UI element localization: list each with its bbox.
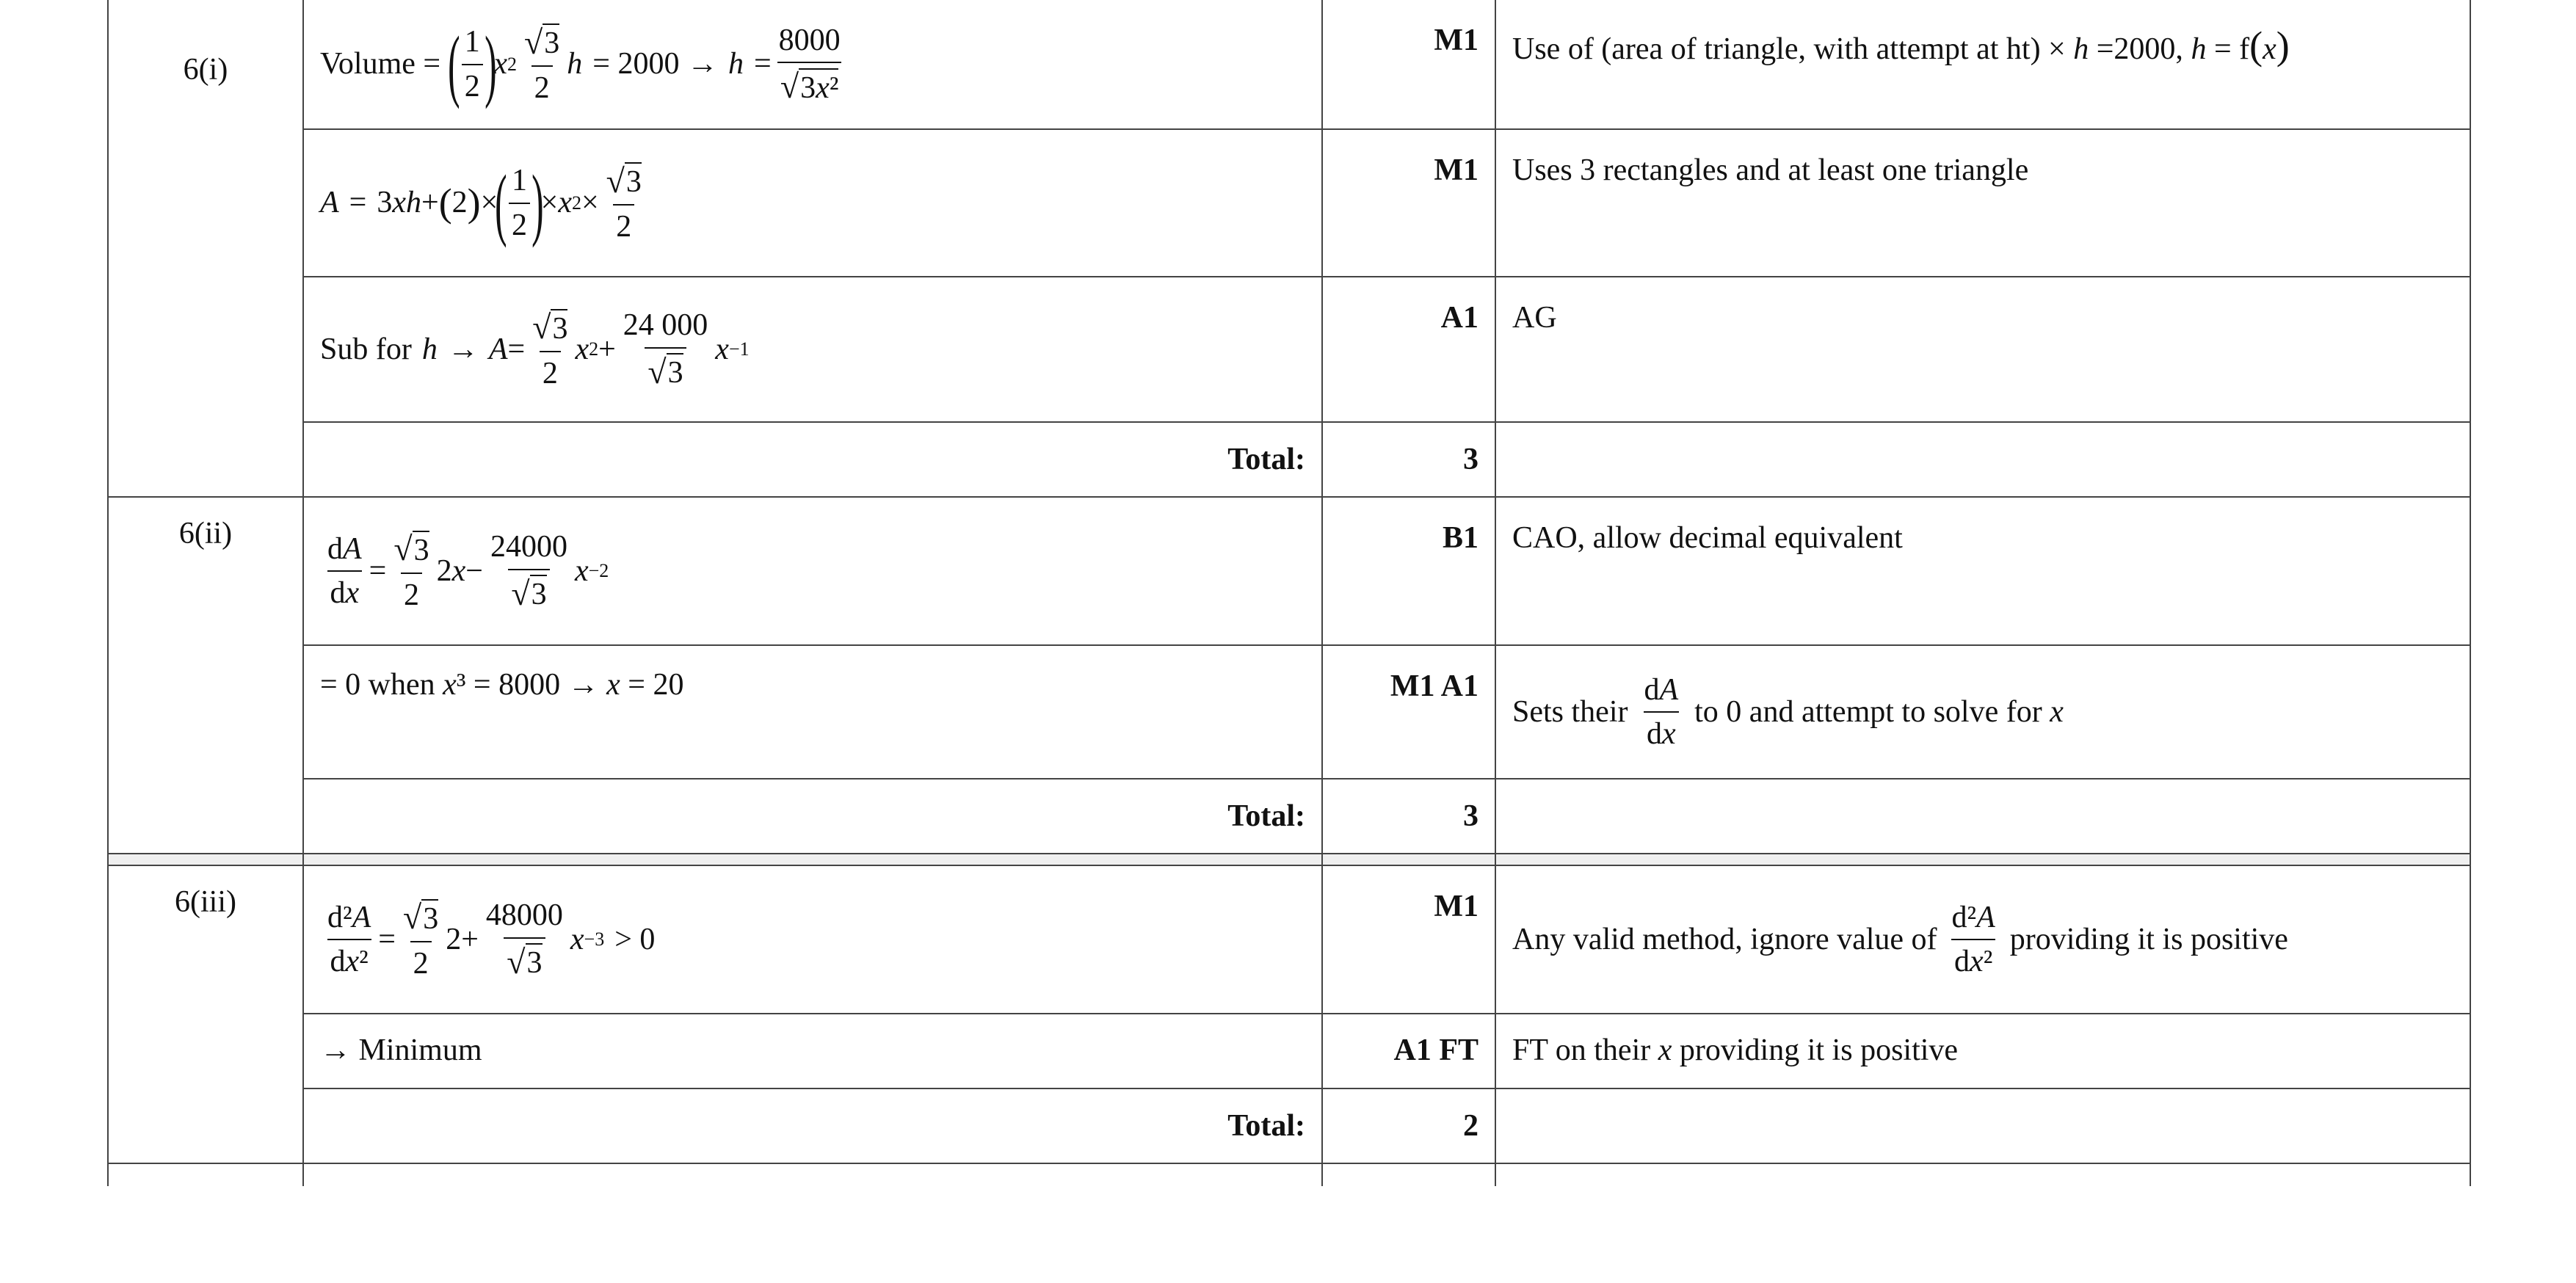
answer-cell: A = 3 xh + ( 2 ) × ( $\frac{1}{2}$ ) × x 2 × √ 3 2 <box>303 129 1322 277</box>
guidance-cell <box>1495 779 2470 854</box>
table-row <box>108 1163 2470 1186</box>
answer-cell: $\frac{dA}{dx}$ = √ 3 2 2 x − 24000 √ 3 x −2 <box>303 497 1322 645</box>
guidance-cell: Any valid method, ignore value of $\frac{\text{d²A}}{\text{dx²}}$ providing it is positive <box>1495 865 2470 1014</box>
question-label: 6(ii) <box>108 497 303 854</box>
mark-code: A1 FT <box>1322 1014 1495 1088</box>
answer-cell: = 0 when x³ = 8000 → x = 20 <box>303 645 1322 779</box>
table-row <box>108 779 2470 854</box>
total-marks: 2 <box>1322 1088 1495 1163</box>
table-row <box>108 1014 2470 1088</box>
table-row <box>108 497 2470 645</box>
table-row <box>108 1088 2470 1163</box>
answer-cell: Volume = ( $\frac{1}{2}$ ) x 2 √ 3 2 h = 2000 → h = 8000 √ 3x² <box>303 0 1322 129</box>
table-row <box>108 277 2470 422</box>
guidance-cell: Sets their $\frac{dA}{dx}$ to 0 and attempt to solve for x <box>1495 645 2470 779</box>
mark-code: M1 <box>1322 129 1495 277</box>
section-divider <box>108 854 2470 865</box>
table-row <box>108 422 2470 497</box>
table-row <box>108 645 2470 779</box>
answer-cell: $\frac{\text{d²A}}{\text{dx²}}$ = √ 3 2 2 + 48000 √ 3 x −3 > 0 <box>303 865 1322 1014</box>
question-label: 6(iii) <box>108 865 303 1163</box>
guidance-cell: Uses 3 rectangles and at least one triangle <box>1495 129 2470 277</box>
table-row <box>108 129 2470 277</box>
answer-cell: Sub for h → A = √ 3 2 x 2 + 24 000 √ 3 x −1 <box>303 277 1322 422</box>
guidance-cell: Use of (area of triangle, with attempt at ht) × h =2000, h = f(x) <box>1495 0 2470 129</box>
total-label: Total: <box>303 1088 1322 1163</box>
answer-cell: → Minimum <box>303 1014 1322 1088</box>
guidance-cell <box>1495 422 2470 497</box>
total-label: Total: <box>303 422 1322 497</box>
question-label: 6(i) <box>108 0 303 497</box>
guidance-cell: FT on their x providing it is positive <box>1495 1014 2470 1088</box>
table-row <box>108 0 2470 129</box>
total-marks: 3 <box>1322 422 1495 497</box>
mark-code: M1 <box>1322 0 1495 129</box>
mark-code: M1 A1 <box>1322 645 1495 779</box>
mark-code: A1 <box>1322 277 1495 422</box>
total-label: Total: <box>303 779 1322 854</box>
table-row <box>108 865 2470 1014</box>
mark-code: M1 <box>1322 865 1495 1014</box>
mark-code: B1 <box>1322 497 1495 645</box>
total-marks: 3 <box>1322 779 1495 854</box>
guidance-cell: AG <box>1495 277 2470 422</box>
mark-scheme-table <box>107 0 2471 1186</box>
guidance-cell <box>1495 1088 2470 1163</box>
guidance-cell: CAO, allow decimal equivalent <box>1495 497 2470 645</box>
